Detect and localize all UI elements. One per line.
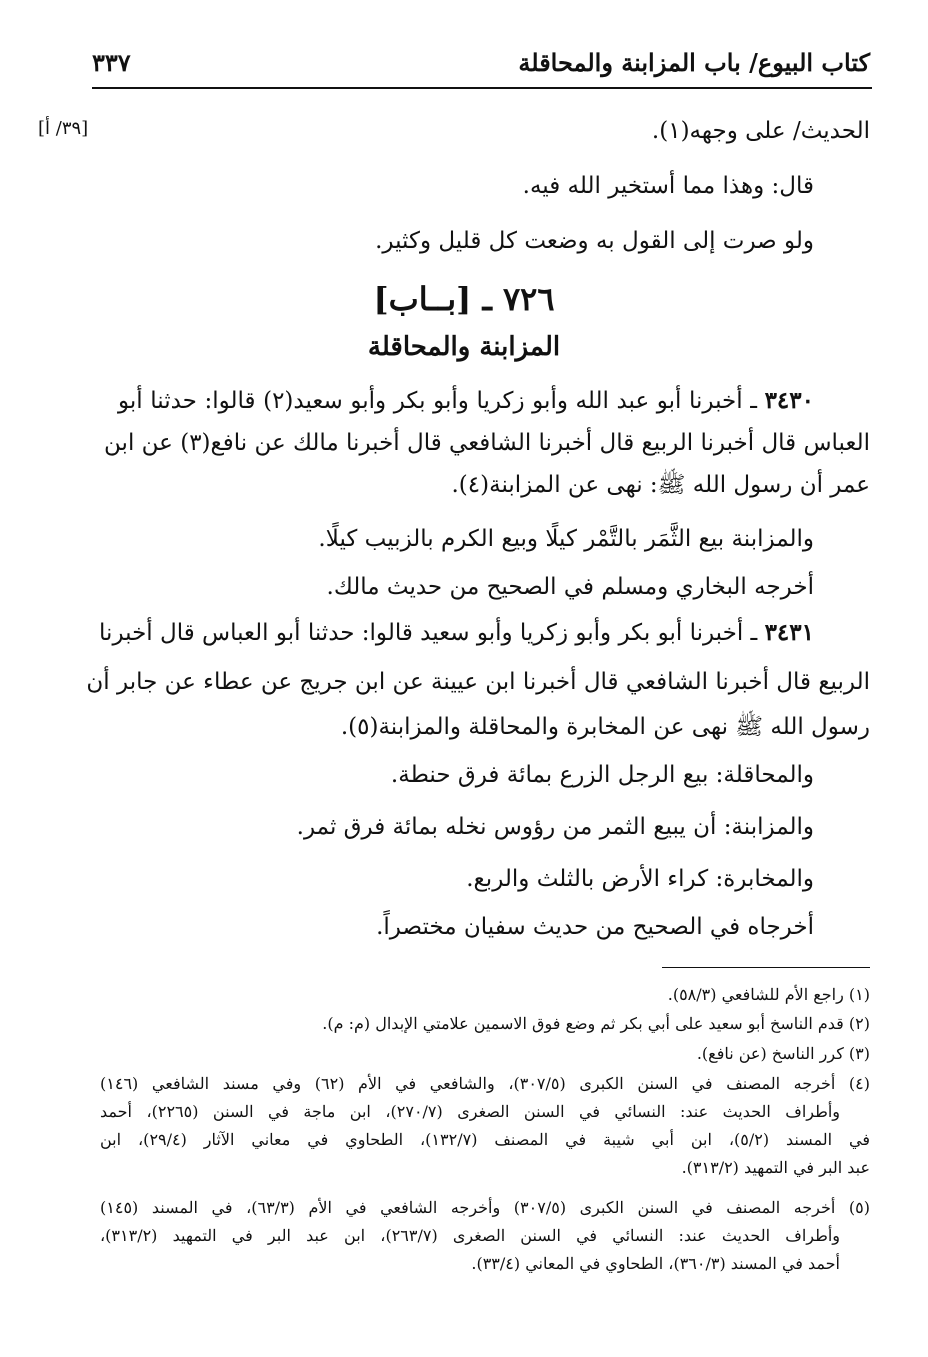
hadith-number: ٣٤٣٠ bbox=[764, 387, 814, 414]
footnote-rule bbox=[662, 967, 870, 968]
hadith-3430-note-2: أخرجه البخاري ومسلم في الصحيح من حديث مالك. bbox=[326, 574, 814, 600]
footnote-4-line-1: (٤) أخرجه المصنف في السنن الكبرى (٣٠٧/٥)، والشافعي في الأم (٦٢) وفي مسند الشافعي (١٤٦) bbox=[100, 1074, 871, 1093]
hadith-3430-note-1: والمزابنة بيع الثَّمَر بالتَّمْر كيلًا وبيع الكرم بالزبيب كيلًا. bbox=[318, 526, 814, 552]
hadith-3431-line-2: الربيع قال أخبرنا الشافعي قال أخبرنا ابن عيينة عن ابن جريج عن عطاء عن جابر أن bbox=[86, 669, 870, 695]
intro-line-2: قال: وهذا مما أستخير الله فيه. bbox=[522, 173, 814, 199]
footnote-1: (١) راجع الأم للشافعي (٥٨/٣). bbox=[667, 985, 870, 1004]
hadith-number: ٣٤٣١ bbox=[764, 619, 814, 646]
intro-line-1: الحديث/ على وجهه(١). bbox=[651, 118, 870, 144]
footnote-4-line-2: وأطراف الحديث عند: النسائي في السنن الصغرى (٢٧٠/٧)، ابن ماجة في السنن (٢٢٦٥)، أحمد bbox=[100, 1102, 841, 1121]
footnote-4-line-3: في المسند (٥/٢)، ابن أبي شيبة في المصنف (١٣٢/٧)، الطحاوي في معاني الآثار (٢٩/٤)، ابن bbox=[100, 1130, 871, 1149]
running-title: كتاب البيوع/ باب المزابنة والمحاقلة bbox=[518, 47, 870, 77]
hadith-text: ـ أخبرنا أبو عبد الله وأبو زكريا وأبو بكر وأبو سعيد(٢) قالوا: حدثنا أبو bbox=[118, 388, 757, 414]
footnote-5-line-1: (٥) أخرجه المصنف في السنن الكبرى (٣٠٧/٥) وأخرجه الشافعي في الأم (٦٣/٣)، في المسند (١٤٥) bbox=[100, 1198, 871, 1217]
hadith-3430-line-2: العباس قال أخبرنا الربيع قال أخبرنا الشافعي قال أخبرنا مالك عن نافع(٣) عن ابن bbox=[104, 430, 870, 456]
footnote-4-line-4: عبد البر في التمهيد (٣١٣/٢). bbox=[681, 1158, 870, 1177]
hadith-3430-line-1 bbox=[118, 386, 814, 416]
hadith-3431-note-4: أخرجاه في الصحيح من حديث سفيان مختصراً. bbox=[376, 914, 814, 940]
chapter-title: المزابنة والمحاقلة bbox=[367, 332, 561, 362]
running-head bbox=[92, 40, 870, 84]
hadith-text: ـ أخبرنا أبو بكر وأبو زكريا وأبو سعيد قالوا: حدثنا أبو العباس قال أخبرنا bbox=[99, 620, 758, 646]
margin-folio-reference: [٣٩/ أ] bbox=[38, 118, 89, 139]
hadith-3431-note-1: والمحاقلة: بيع الرجل الزرع بمائة فرق حنطة. bbox=[390, 762, 814, 788]
hadith-3430-line-3: عمر أن رسول الله ﷺ: نهى عن المزابنة(٤). bbox=[451, 472, 870, 498]
page-number: ٣٣٧ bbox=[92, 47, 131, 77]
footnote-3: (٣) كرر الناسخ (عن نافع). bbox=[696, 1044, 870, 1063]
hadith-3431-note-2: والمزابنة: أن يبيع الثمر من رؤوس نخله بمائة فرق ثمر. bbox=[296, 814, 814, 840]
intro-line-3: ولو صرت إلى القول به وضعت كل قليل وكثير. bbox=[375, 228, 814, 254]
footnote-5-line-3: أحمد في المسند (٣٦٠/٣)، الطحاوي في المعاني (٣٣/٤). bbox=[471, 1254, 840, 1273]
header-rule bbox=[92, 87, 872, 89]
hadith-3431-line-3: رسول الله ﷺ نهى عن المخابرة والمحاقلة والمزابنة(٥). bbox=[340, 714, 870, 740]
footnote-5-line-2: وأطراف الحديث عند: النسائي في السنن الصغرى (٢٦٣/٧)، ابن عبد البر في التمهيد (٣١٣/٢)، bbox=[100, 1226, 840, 1245]
chapter-number: ٧٢٦ ـ [بــاب] bbox=[373, 280, 555, 318]
footnote-2: (٢) قدم الناسخ أبو سعيد على أبي بكر ثم وضع فوق الاسمين علامتي الإبدال (م: م). bbox=[322, 1014, 870, 1033]
hadith-3431-note-3: والمخابرة: كراء الأرض بالثلث والربع. bbox=[466, 866, 814, 892]
hadith-3431-line-1 bbox=[99, 618, 814, 648]
